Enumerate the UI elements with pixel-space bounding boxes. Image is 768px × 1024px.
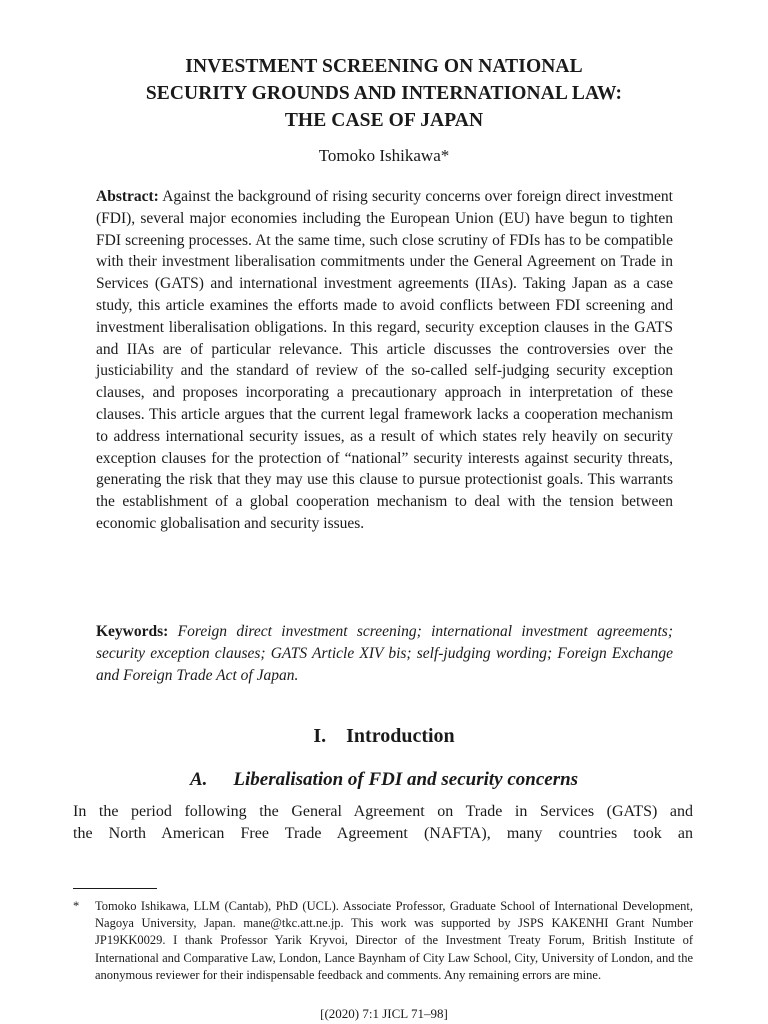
paper-title (80, 53, 688, 134)
title-line: SECURITY GROUNDS AND INTERNATIONAL LAW: (145, 83, 623, 104)
footnote-divider (73, 888, 157, 889)
body-line: the North American Free Trade Agreement (NAFTA), many countries took an (73, 825, 693, 842)
abstract-label: Abstract: (96, 188, 159, 205)
section-number: I. (313, 725, 327, 747)
body-line: In the period following the General Agreement on Trade in Services (GATS) and (73, 803, 693, 820)
abstract-text: Against the background of rising security concerns over foreign direct investment (FDI), several major economies including the European Union (EU) have begun to tighten FDI screening processes. At the same time, such close scrutiny of FDIs has to be compatible with their investment liberalisation commitments under the General Agreement on Trade in Services (GATS) and international investment agreements (IIAs). Taking Japan as a case study, this article examines the efforts made to avoid conflicts between FDI screening and investment liberalisation obligations. In this regard, security exception clauses in the GATS and IIAs are of particular relevance. This article discusses the controversies over the justiciability and the standard of review of the so-called self-judging security exception clauses, and proposes incorporating a precautionary approach in interpretation of these clauses. This article argues that the current legal framework lacks a cooperation mechanism to address international security issues, as a result of which states rely heavily on security exception clauses for the protection of “national” security interests against security threats, generating the risk that they may use this clause to pursue protectionist goals. This warrants the establishment of a global cooperation mechanism to deal with the tension between economic globalisation and security issues. (96, 188, 673, 532)
title-line: INVESTMENT SCREENING ON NATIONAL (185, 56, 583, 77)
author-name: Tomoko Ishikawa* (318, 146, 450, 165)
subsection-number: A. (189, 769, 208, 790)
subsection-heading (0, 767, 768, 792)
keywords-label: Keywords: (96, 623, 169, 640)
footnote-mark: * (73, 899, 80, 913)
citation-footer: [(2020) 7:1 JICL 71–98] (320, 1006, 448, 1021)
keywords (96, 621, 673, 686)
body-paragraph (73, 801, 693, 845)
footnote (73, 898, 693, 984)
keywords-text: Foreign direct investment screening; international investment agreements; security exception clauses; GATS Article XIV bis; self-judging wording; Foreign Exchange and Foreign Trade Act of Japan. (96, 623, 674, 684)
abstract (96, 186, 673, 535)
subsection-title: Liberalisation of FDI and security concerns (233, 769, 579, 790)
footnote-text: Tomoko Ishikawa, LLM (Cantab), PhD (UCL). Associate Professor, Graduate School of International Development, Nagoya University, Japan. mane@tkc.att.ne.jp. This work was supported by JSPS KAKENHI Grant Number JP19KK0029. I thank Professor Yarik Kryvoi, Director of the Investment Treaty Forum, British Institute of International and Comparative Law, London, Lance Baynham of City Law School, City, University of London, and the anonymous reviewer for their indispensable feedback and comments. Any remaining errors are mine. (95, 899, 693, 982)
title-line: THE CASE OF JAPAN (284, 110, 484, 131)
section-title: Introduction (346, 725, 455, 747)
section-heading (0, 723, 768, 749)
